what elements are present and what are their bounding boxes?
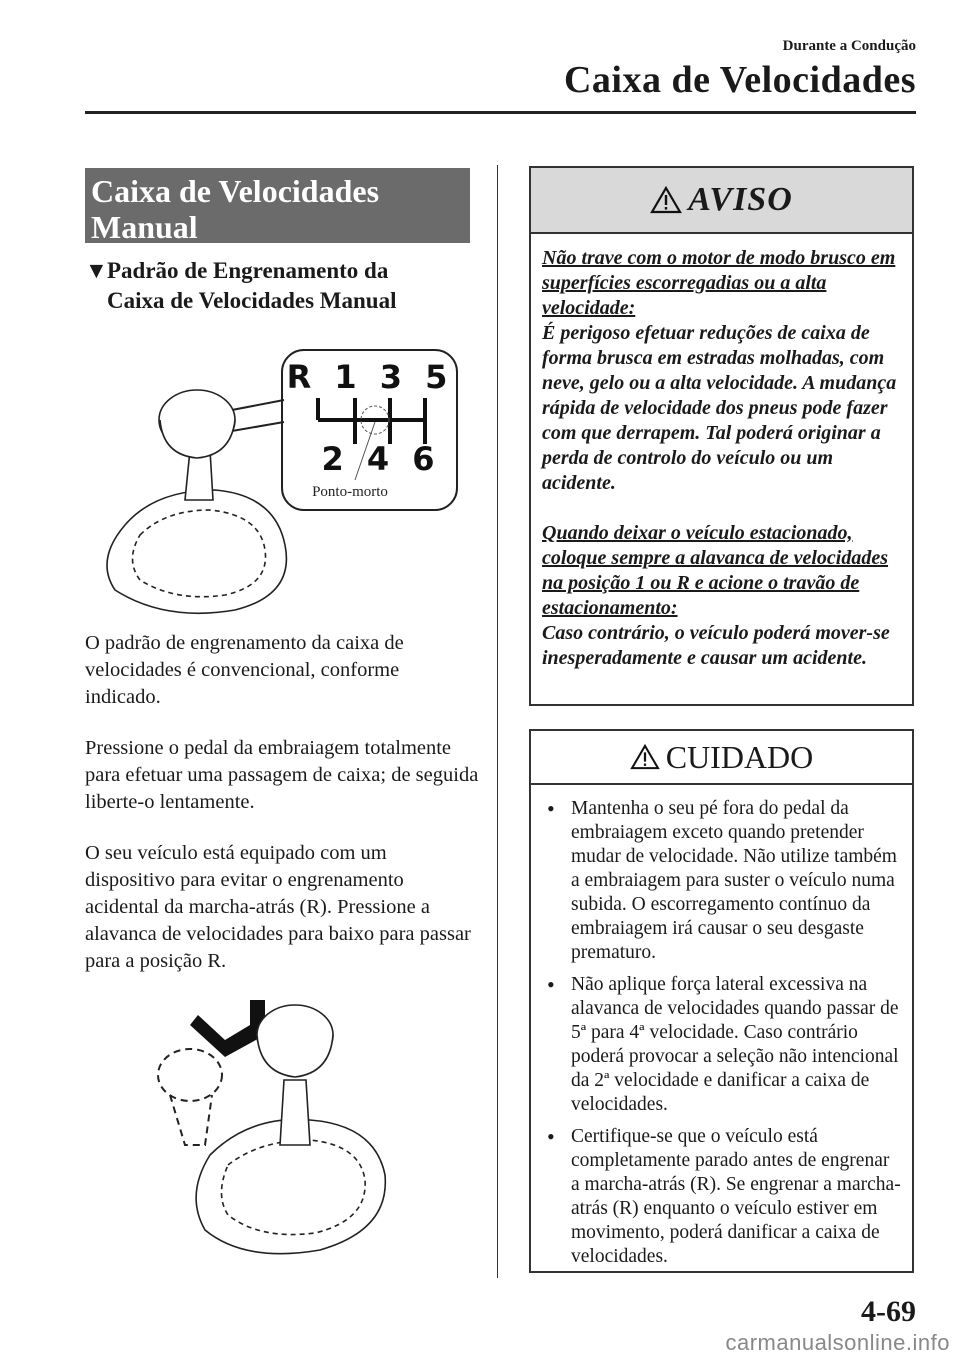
paragraph-1: O padrão de engrenamento da caixa de velocidades é convencional, conforme indicado. <box>85 632 404 708</box>
column-divider <box>497 165 498 1278</box>
paragraph-3: O seu veículo está equipado com um dispositivo para evitar o engrenamento acidental da marcha-atrás (R). Pressione a alavanca de velocidades para baixo para passar para a posição R. <box>85 842 471 972</box>
watermark: carmanualsonline.info <box>725 1330 950 1355</box>
header-divider <box>85 111 916 114</box>
warning-box <box>529 166 914 706</box>
paragraph-2: Pressione o pedal da embraiagem totalmente para efetuar uma passagem de caixa; de seguida liberte-o lentamente. <box>85 737 479 813</box>
caution-list <box>531 785 912 1269</box>
gear-pattern-figure <box>85 340 470 625</box>
warning-body <box>531 234 912 671</box>
section-title <box>85 168 470 243</box>
page-title: Caixa de Velocidades <box>563 59 916 101</box>
header-section: Durante a Condução <box>782 38 916 54</box>
subheading <box>85 256 485 316</box>
gear-labels-bottom: 2 4 6 <box>321 440 441 478</box>
warning-title-1: Não trave com o motor de modo brusco em superfícies escorregadias ou a alta velocidade: <box>542 247 896 319</box>
subheading-line-1: Padrão de Engrenamento da <box>107 258 389 283</box>
caution-item-3: • Certifique-se que o veículo está completamente parado antes de engrenar a marcha-atrás (R). Se engrenar a marcha-atrás (R) enquanto o veículo estiver em movimento, poderá danificar a caixa de velocidades. <box>545 1125 902 1269</box>
reverse-gear-figure <box>150 995 420 1265</box>
caution-item-2: • Não aplique força lateral excessiva na alavanca de velocidades quando passar de 5ª para 4ª velocidade. Caso contrário poderá provocar a seleção não intencional da 2ª velocidade e danificar a caixa de velocidades. <box>545 973 902 1117</box>
gear-lever-drawing <box>107 390 286 613</box>
push-down-arrow-icon <box>190 1000 265 1057</box>
caution-box <box>529 729 914 1273</box>
page-number: 4-69 <box>861 1295 916 1328</box>
neutral-label: Ponto-morto <box>312 484 388 500</box>
warning-title-2: Quando deixar o veículo estacionado, coloque sempre a alavanca de velocidades na posição 1 ou R e acione o travão de estacionamento: <box>542 522 889 619</box>
gear-labels-top: R 1 3 5 <box>286 358 454 396</box>
section-title-line-2: Manual <box>91 209 198 245</box>
caution-triangle-icon <box>630 744 660 770</box>
warning-label: AVISO <box>688 181 793 218</box>
section-title-line-1: Caixa de Velocidades <box>91 173 380 209</box>
caution-header <box>531 731 912 785</box>
subheading-line-2: Caixa de Velocidades Manual <box>107 288 397 313</box>
caution-item-1: • Mantenha o seu pé fora do pedal da embraiagem exceto quando pretender mudar de velocidade. Não utilize também a embraiagem para suster o veículo numa subida. O escorregamento contínuo da embraiagem irá causar o seu desgaste prematuro. <box>545 797 902 965</box>
ghost-lever-outline <box>158 1049 222 1145</box>
warning-header <box>531 168 912 234</box>
warning-text-2: Caso contrário, o veículo poderá mover-se inesperadamente e causar um acidente. <box>542 622 890 669</box>
caution-label: CUIDADO <box>665 738 814 775</box>
triangle-down-icon: ▼ <box>85 258 108 283</box>
warning-text-1: É perigoso efetuar reduções de caixa de forma brusca em estradas molhadas, com neve, gelo ou a alta velocidade. A mudança rápida de velocidade dos pneus pode fazer com que derrapem. Tal poderá originar a perda de controlo do veículo ou um acidente. <box>542 322 897 494</box>
warning-triangle-icon <box>650 186 682 214</box>
